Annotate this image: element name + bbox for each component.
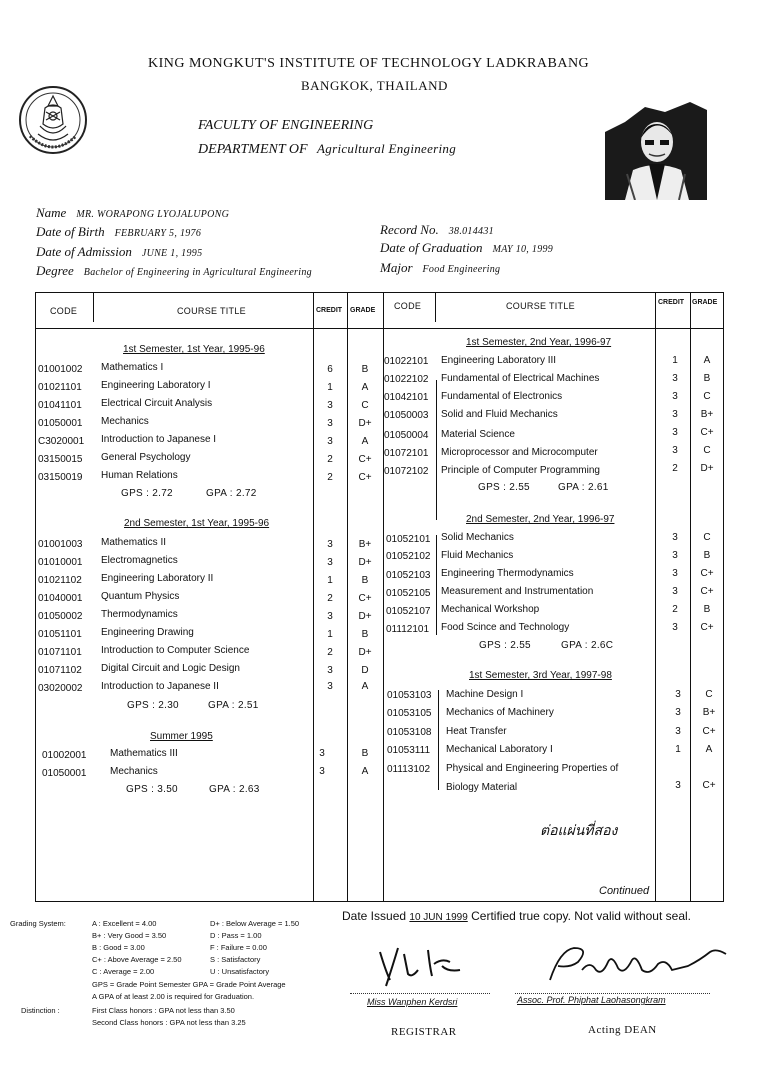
course-grade: D [361,665,369,676]
grade-definition: A : Excellent = 4.00 [92,919,157,928]
course-credit: 6 [327,364,333,375]
certification-line [342,909,691,923]
date-of-birth: FEBRUARY 5, 1976 [114,228,202,239]
course-grade: C+ [358,454,372,465]
certified-statement: Certified true copy. Not valid without seal. [471,909,691,923]
course-grade: C+ [358,593,372,604]
gps-value: GPS : 2.55 [478,482,530,493]
course-title: Introduction to Japanese II [101,681,219,692]
course-grade: B [703,604,711,615]
gpa-requirement: A GPA of at least 2.00 is required for Graduation. [92,992,255,1001]
course-code: 03150019 [38,472,83,483]
course-credit: 3 [672,391,678,402]
course-credit: 3 [327,400,333,411]
course-code: 01001002 [38,364,83,375]
course-grade: A [361,436,369,447]
course-title: Solid Mechanics [441,532,514,543]
course-grade: C [703,445,711,456]
course-title: Engineering Thermodynamics [441,568,574,579]
course-credit: 3 [672,409,678,420]
course-code: 01022102 [384,374,429,385]
course-code: 01053108 [387,727,432,738]
course-credit: 3 [327,557,333,568]
course-title: Mechanics of Machinery [446,707,554,718]
gps-definition: GPS = Grade Point Semester GPA = Grade Point Average [92,980,286,989]
course-title: Mathematics II [101,537,167,548]
course-credit: 3 [327,418,333,429]
registrar-signature-icon [372,940,472,988]
major-row [380,259,500,277]
course-code: C3020001 [38,436,85,447]
course-grade: C+ [700,427,714,438]
course-code: 01042101 [384,392,429,403]
gps-value: GPS : 2.30 [127,700,179,711]
header-course-title-right: COURSE TITLE [506,301,575,311]
header-grade-right: GRADE [692,299,718,306]
course-title: Electrical Circuit Analysis [101,398,213,409]
course-title: Microprocessor and Microcomputer [441,447,598,458]
course-grade: C [705,689,713,700]
grading-scale-left [92,918,182,978]
course-grade: C [361,400,369,411]
course-credit: 3 [319,748,325,759]
course-credit: 3 [319,766,325,777]
course-code: 01050004 [384,430,429,441]
record-label: Record No. [380,222,439,237]
course-code: 01072102 [384,466,429,477]
course-grade: D+ [358,418,372,429]
record-number: 38.014431 [448,226,494,237]
grading-system-label: Grading System: [10,919,66,928]
graduation-label: Date of Graduation [380,240,483,255]
gpa-value: GPA : 2.51 [208,700,259,711]
first-class-honors: First Class honors : GPA not less than 3.50 [92,1006,235,1015]
semester-title: Summer 1995 [150,731,213,742]
department-label: DEPARTMENT OF [198,142,308,157]
course-code: 01052103 [386,570,431,581]
course-title: Introduction to Computer Science [101,645,250,656]
grade-definition: D+ : Below Average = 1.50 [210,919,300,928]
header-course-title-left: COURSE TITLE [177,306,246,316]
degree-label: Degree [36,263,74,278]
course-code: 01001003 [38,539,83,550]
course-code: 01002001 [42,750,87,761]
course-code: 01053105 [387,708,432,719]
institute-city: BANGKOK, THAILAND [301,78,448,93]
course-credit: 3 [327,665,333,676]
course-title: Electromagnetics [101,555,178,566]
header-credit-right: CREDIT [658,299,685,306]
course-title: Engineering Laboratory II [101,573,214,584]
major-name: Food Engineering [422,264,501,275]
course-grade: A [361,681,369,692]
department-line [198,141,456,158]
course-title: Machine Design I [446,689,524,700]
date-of-graduation: MAY 10, 1999 [492,244,554,255]
course-title: Heat Transfer [446,726,507,737]
course-credit: 3 [327,681,333,692]
name-row [36,204,229,222]
dean-title: Acting DEAN [588,1024,657,1036]
course-code: 01113102 [387,764,431,775]
institute-name: KING MONGKUT'S INSTITUTE OF TECHNOLOGY LADKRABANG [148,56,590,71]
course-credit: 2 [327,472,333,483]
course-title: Engineering Drawing [101,627,194,638]
course-grade: C+ [700,586,714,597]
course-grade: B [703,373,711,384]
course-grade: C [703,532,711,543]
course-credit: 2 [672,604,678,615]
grade-definition: S : Satisfactory [210,954,261,964]
course-grade: B+ [700,409,714,420]
course-code: 01071102 [38,665,82,676]
semester-title: 1st Semester, 3rd Year, 1997-98 [469,670,612,681]
header-grade-left: GRADE [350,307,376,314]
header-credit-left: CREDIT [316,307,343,314]
course-code: 01010001 [38,557,83,568]
semester-title: 2nd Semester, 2nd Year, 1996-97 [466,514,615,525]
course-grade: A [361,382,369,393]
course-code: 01021102 [38,575,82,586]
course-title: Material Science [441,429,515,440]
course-code: 01022101 [384,356,429,367]
distinction-label: Distinction : [21,1006,60,1015]
course-credit: 2 [327,593,333,604]
course-credit: 3 [327,436,333,447]
course-title: Engineering Laboratory III [441,355,557,366]
grade-definition: D : Pass = 1.00 [210,930,262,940]
gpa-value: GPA : 2.72 [206,488,257,499]
course-code: 01053111 [387,745,431,756]
course-grade: C+ [702,726,716,737]
semester-title: 1st Semester, 2nd Year, 1996-97 [466,337,612,348]
course-credit: 2 [672,463,678,474]
course-title: Food Scince and Technology [441,622,570,633]
grading-scale-right [210,918,299,978]
course-title: Mathematics I [101,362,164,373]
second-class-honors: Second Class honors : GPA not less than 3.25 [92,1018,246,1027]
course-title: Principle of Computer Programming [441,465,600,476]
course-title: Digital Circuit and Logic Design [101,663,240,674]
registrar-name: Miss Wanphen Kerdsri [367,997,458,1007]
course-code: 03020002 [38,683,83,694]
course-grade: C+ [358,472,372,483]
course-code: 01052105 [386,588,431,599]
course-grade: D+ [358,647,372,658]
degree-row [36,262,312,280]
course-title: Mathematics III [110,748,178,759]
course-code: 01052107 [386,606,431,617]
course-title: Mechanical Workshop [441,604,540,615]
course-grade: D+ [358,557,372,568]
course-credit: 3 [675,780,681,791]
course-grade: C+ [700,568,714,579]
course-credit: 3 [672,568,678,579]
course-code: 01040001 [38,593,83,604]
major-label: Major [380,260,413,275]
course-credit: 3 [672,622,678,633]
course-title: Mechanical Laboratory I [446,744,553,755]
dob-row [36,223,201,241]
course-credit: 3 [672,445,678,456]
course-code: 01052102 [386,551,431,562]
gpa-value: GPA : 2.61 [558,482,609,493]
course-credit: 3 [675,726,681,737]
name-label: Name [36,205,67,220]
course-title: Physical and Engineering Properties of [446,763,619,774]
graduation-row [380,239,553,257]
course-title: Quantum Physics [101,591,180,602]
course-title: Thermodynamics [101,609,178,620]
course-code: 01050001 [38,418,83,429]
grade-definition: B+ : Very Good = 3.50 [92,930,167,940]
student-photo [605,102,707,200]
course-code: 01071101 [38,647,82,658]
course-credit: 3 [327,611,333,622]
course-grade: B [361,575,369,586]
course-code: 01051101 [38,629,82,640]
course-credit: 3 [672,550,678,561]
department-name: Agricultural Engineering [317,141,457,156]
course-grade: B+ [358,539,372,550]
gps-value: GPS : 3.50 [126,784,178,795]
record-row [380,221,494,239]
course-credit: 2 [327,647,333,658]
course-credit: 3 [675,689,681,700]
course-title: Solid and Fluid Mechanics [441,409,558,420]
course-grade: B [361,629,369,640]
continued-label: Continued [599,885,650,897]
course-title: Measurement and Instrumentation [441,586,594,597]
course-code: 03150015 [38,454,83,465]
date-issued-label: Date Issued [342,909,407,923]
gps-value: GPS : 2.72 [121,488,173,499]
registrar-title: REGISTRAR [391,1026,457,1038]
student-name: MR. WORAPONG LYOJALUPONG [76,209,230,220]
header-code-left: CODE [50,306,78,316]
course-grade: A [703,355,711,366]
course-grade: B [361,364,369,375]
thai-handwritten-note: ต่อแผ่นที่สอง [540,823,618,839]
grade-definition: B : Good = 3.00 [92,942,145,952]
gpa-value: GPA : 2.6C [561,640,614,651]
gps-value: GPS : 2.55 [479,640,531,651]
course-code: 01053103 [387,690,432,701]
dob-label: Date of Birth [36,224,105,239]
course-grade: B+ [702,707,716,718]
course-code: 01021101 [38,382,82,393]
grade-definition: C : Average = 2.00 [92,966,155,976]
course-code: 01041101 [38,400,82,411]
course-credit: 3 [672,427,678,438]
course-credit: 3 [672,532,678,543]
course-code: 01050001 [42,768,87,779]
course-grade: C+ [702,780,716,791]
course-credit: 1 [675,744,681,755]
faculty-name: FACULTY OF ENGINEERING [198,118,374,133]
header-code-right: CODE [394,301,422,311]
dean-name: Assoc. Prof. Phiphat Laohasongkram [517,995,666,1005]
course-credit: 3 [672,586,678,597]
course-grade: D+ [700,463,714,474]
grade-definition: C+ : Above Average = 2.50 [92,954,182,964]
date-issued-stamp: 10 JUN 1999 [409,912,468,923]
course-title: Fluid Mechanics [441,550,514,561]
course-credit: 1 [327,629,333,640]
dean-signature-icon [540,940,730,985]
course-code: 01050002 [38,611,83,622]
course-credit: 3 [672,373,678,384]
gpa-value: GPA : 2.63 [209,784,260,795]
course-title: Introduction to Japanese I [101,434,217,445]
course-code: 01112101 [386,624,430,635]
semester-title: 1st Semester, 1st Year, 1995-96 [123,344,265,355]
course-grade: D+ [358,611,372,622]
course-title: Mechanics [110,766,158,777]
course-credit: 3 [327,539,333,550]
course-title: Mechanics [101,416,149,427]
course-title: Human Relations [101,470,178,481]
course-grade: C [703,391,711,402]
course-credit: 3 [675,707,681,718]
course-credit: 1 [327,575,333,586]
admission-label: Date of Admission [36,244,132,259]
admission-row [36,243,202,261]
course-grade: A [361,766,369,777]
course-title: Fundamental of Electrical Machines [441,373,600,384]
grade-definition: F : Failure = 0.00 [210,942,267,952]
university-seal-icon [18,62,88,180]
course-title: Fundamental of Electronics [441,391,563,402]
course-grade: C+ [700,622,714,633]
course-title: General Psychology [101,452,191,463]
course-code: 01050003 [384,410,429,421]
degree-name: Bachelor of Engineering in Agricultural Engineering [83,267,312,278]
grade-definition: U : Unsatisfactory [210,966,270,976]
semester-title: 2nd Semester, 1st Year, 1995-96 [124,518,270,529]
course-title: Biology Material [446,782,518,793]
date-of-admission: JUNE 1, 1995 [141,248,203,259]
course-grade: A [705,744,713,755]
course-credit: 2 [327,454,333,465]
course-credit: 1 [327,382,333,393]
course-code: 01072101 [384,448,429,459]
course-credit: 1 [672,355,678,366]
course-title: Engineering Laboratory I [101,380,211,391]
course-grade: B [361,748,369,759]
course-code: 01052101 [386,534,431,545]
course-grade: B [703,550,711,561]
